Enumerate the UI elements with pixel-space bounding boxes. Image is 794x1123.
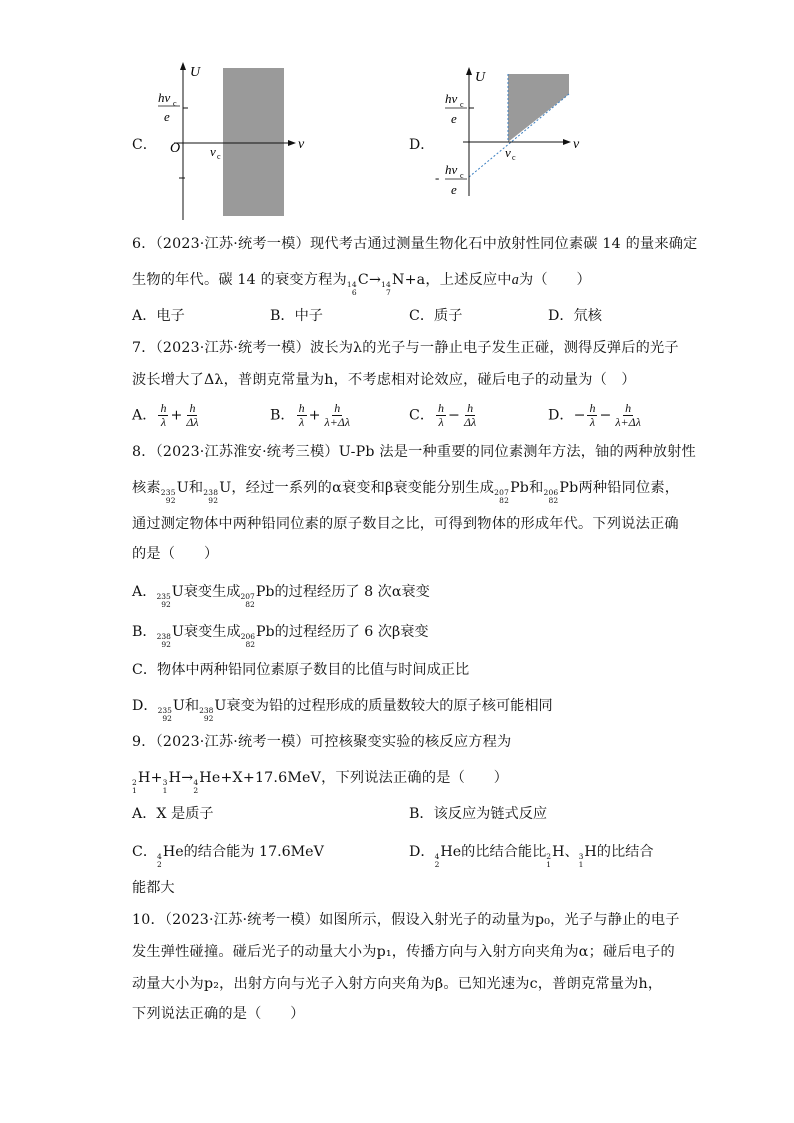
q9-stem-line2: 2 1 H+ 3 1 H→ 4 2 He+X+17.6MeV，下列说法正确的是（ ） — [132, 770, 509, 795]
q7-stem-line2: 波长增大了Δλ，普朗克常量为h，不考虑相对论效应，碰后电子的动量为（ ） — [132, 372, 636, 388]
graph-d-neg-sign: - — [435, 170, 440, 185]
graph-d-tick-num-sub: c — [460, 100, 464, 109]
graph-d-v-label: ν — [573, 137, 580, 152]
graph-d — [425, 64, 585, 200]
c14-isotope: 14 6 — [346, 280, 357, 297]
q6-option-c[interactable]: C．质子 — [409, 308, 463, 324]
graph-c-nuc-sub: c — [217, 152, 221, 161]
graph-c-shaded-region — [223, 68, 284, 216]
graph-d-u-label: U — [475, 70, 486, 85]
graph-d-u-arrow — [466, 67, 472, 75]
q8-option-b[interactable]: B． 238 92 U衰变生成 206 82 Pb的过程经历了 6 次β衰变 — [132, 624, 429, 649]
q7-option-b[interactable]: B． $\frac{h}{\lambda}$ + $\frac{h}{\lambda+\Delta\lambda}$ — [270, 401, 351, 429]
graph-d-nuc-sub: c — [512, 153, 516, 162]
q9-option-d-cont: 能都大 — [132, 880, 175, 896]
q9-option-c[interactable]: C． 4 2 He的结合能为 17.6MeV — [132, 844, 324, 869]
q6-stem-line2 — [132, 270, 591, 296]
graph-c — [150, 60, 320, 222]
q8-option-c[interactable]: C．物体中两种铅同位素原子数目的比值与时间成正比 — [132, 662, 470, 678]
graph-d-neg-num: hν — [445, 162, 458, 177]
q10-stem-line3: 动量大小为p₂，出射方向与光子入射方向夹角为β。已知光速为c，普朗克常量为h， — [132, 976, 663, 992]
n14-isotope: 14 7 — [381, 280, 391, 297]
arrow: → — [368, 272, 382, 288]
q10-stem-line2: 发生弹性碰撞。碰后光子的动量大小为p₁，传播方向与入射方向夹角为α；碰后电子的 — [132, 944, 675, 960]
graph-c-nuc-label: ν — [210, 144, 216, 159]
n-symbol: N+a — [391, 272, 426, 288]
graph-c-tick-num-sub: c — [173, 99, 177, 108]
graph-c-tick-den: e — [164, 109, 170, 124]
graph-c-tick-num: hν — [158, 90, 171, 105]
q9-stem-line1: 9．（2023·江苏·统考一模）可控核聚变实验的核反应方程为 — [132, 734, 512, 750]
graph-d-nuc-label: ν — [505, 145, 511, 160]
q9-option-b[interactable]: B．该反应为链式反应 — [409, 806, 548, 822]
q6-end: 为（ ） — [518, 272, 591, 288]
q8-option-a[interactable]: A． 235 92 U衰变生成 207 82 Pb的过程经历了 8 次α衰变 — [132, 584, 430, 609]
q8-stem-line2: 核素 235 92 U和 238 92 U，经过一系列的α衰变和β衰变能分别生成 207 82 Pb和 206 82 Pb两种铅同位素， — [132, 480, 680, 505]
q9-option-d[interactable]: D． 4 2 He的比结合能比 2 1 H、 3 1 H的比结合 — [409, 844, 654, 869]
q6-option-a[interactable]: A．电子 — [132, 308, 185, 324]
graph-d-tick-num: hν — [445, 91, 458, 106]
graph-c-v-label: ν — [298, 137, 305, 152]
graph-d-neg-den: e — [451, 182, 457, 197]
q6-stem-line1: 6．（2023·江苏·统考一模）现代考古通过测量生物化石中放射性同位素碳 14 的量来确定 — [132, 236, 698, 252]
q6-option-b[interactable]: B．中子 — [270, 308, 323, 324]
q8-stem-line1: 8．（2023·江苏淮安·统考三模）U-Pb 法是一种重要的同位素测年方法，铀的两种放射性 — [132, 444, 696, 460]
q8-stem-line3: 通过测定物体中两种铅同位素的原子数目之比，可得到物体的形成年代。下列说法正确 — [132, 516, 679, 532]
q10-stem-line4: 下列说法正确的是（ ） — [132, 1006, 305, 1022]
q6-text2: ，上述反应中 — [425, 272, 512, 288]
q10-stem-line1: 10．（2023·江苏·统考一模）如图所示，假设入射光子的动量为p₀，光子与静止的电子 — [132, 912, 680, 928]
q7-option-c[interactable]: C． $\frac{h}{\lambda}$ − $\frac{h}{\Delta\lambda}$ — [409, 401, 477, 429]
q8-option-d[interactable]: D． 235 92 U和 238 92 U衰变为铅的过程形成的质量数较大的原子核可能相同 — [132, 698, 553, 723]
q6-var: a — [511, 272, 519, 288]
c-symbol: C — [357, 272, 369, 288]
graph-d-tick-den: e — [451, 111, 457, 126]
q7-stem-line1: 7．（2023·江苏·统考一模）波长为λ的光子与一静止电子发生正碰，测得反弹后的光子 — [132, 340, 679, 356]
option-d-label: D． — [409, 137, 435, 153]
q6-option-d[interactable]: D．氘核 — [548, 308, 602, 324]
graph-c-origin-label: O — [170, 141, 181, 156]
q7-option-d[interactable]: D．− $\frac{h}{\lambda}$ − $\frac{h}{\lambda+\Delta\lambda}$ — [548, 401, 641, 429]
graph-c-u-label: U — [190, 65, 201, 80]
q8-stem-line4: 的是（ ） — [132, 546, 219, 562]
graph-d-v-arrow — [563, 139, 571, 145]
graph-c-v-arrow — [288, 140, 296, 146]
q6-text: 生物的年代。碳 14 的衰变方程为 — [132, 272, 347, 288]
option-c-label: C． — [132, 137, 157, 153]
graph-d-shaded-region — [508, 74, 569, 142]
graph-d-neg-num-sub: c — [460, 171, 464, 180]
q7-option-a[interactable]: A． $\frac{h}{\lambda}$ + $\frac{h}{\Delta\lambda}$ — [132, 401, 199, 429]
q9-option-a[interactable]: A．X 是质子 — [132, 806, 214, 822]
graph-c-u-arrow — [180, 62, 186, 70]
